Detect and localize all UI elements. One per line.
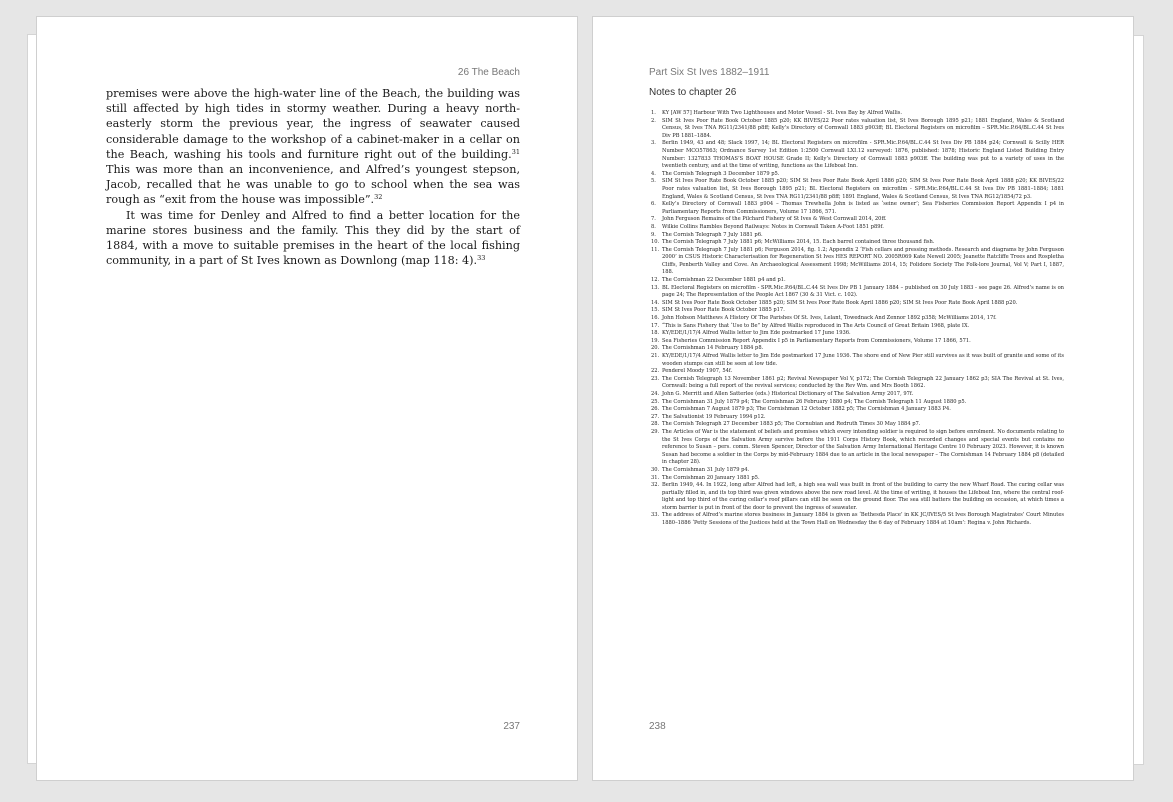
endnote-text: The Salvationist 19 February 1994 p12. [662,413,766,420]
endnote-item [651,338,1064,346]
endnote-item [651,330,1064,338]
endnote-item [651,512,1064,527]
endnote-text: SIM St Ives Poor Rate Book October 1885 p20; KK BIVES/22 Poor rates valuation list, St Ives Borough 1895 p21; 1881 England, Wales & Scotland Census, St Ives TNA RG11/2341/88 p8ff; Kelly’s Directory of Cornwall 1883 p903ff; BL Electoral Registers on microfilm – SPR.Mic.P.64/BL.C.44 St Ives Div PB 1881–1884. [662,117,1064,139]
endnote-number: 5. [651,178,656,185]
endnote-number: 25. [651,398,660,405]
right-page [593,17,1133,780]
endnote-item [651,475,1064,483]
body-text [106,86,520,268]
endnote-number: 1. [651,110,656,116]
paragraph-text: premises were above the high-water line of the Beach, the building was still affected by high tides in stormy weather. During a heavy north-easterly storm the previous year, the ingress of seawater caused considerable damage to the workshop of a cabinet-maker in a cellar on the Beach, washing his tools and furniture right out of the building. [106,87,520,161]
endnote-number: 24. [651,390,660,397]
page-number: 237 [503,721,520,732]
endnote-number: 19. [651,337,660,344]
endnote-text: KY [AW 57] Harbour With Two Lighthouses and Motor Vessel - St. Ives Bay by Alfred Wallis. [662,110,903,116]
endnote-text: The Cornish Telegraph 7 July 1881 p6; McWilliams 2014, 15. Each barrel contained three thousand fish. [662,239,935,246]
endnote-item [651,247,1064,277]
running-head: 26 The Beach [457,67,520,78]
endnote-text: The Cornish Telegraph 7 July 1881 p6. [662,231,763,238]
endnote-text: The Cornishman 22 December 1881 p4 and p1. [662,277,786,284]
endnote-number: 33. [651,512,660,519]
paragraph [106,208,520,269]
endnote-number: 6. [651,201,656,208]
endnote-number: 20. [651,345,660,352]
endnote-number: 28. [651,421,660,428]
endnote-text: The Cornish Telegraph 27 December 1883 p5; The Cornubian and Redruth Times 30 May 1884 p7. [662,421,921,428]
endnote-number: 12. [651,277,660,284]
endnote-text: The Cornish Telegraph 7 July 1881 p6; Ferguson 2014, fig. 1.2; Appendix 2 ‘Fish cellars and pressing methods. Research and diagrams by John Ferguson 2000’ in CSUS Historic Characterisation for Regeneration St Ives HES REPORT NO. 2005R069 Kate Newell 2005; Jeanette Ratcliffe Trees and Rospletha Cliffs, Penberth Valley and Cove. An Archaeological Assessment 1998; McWilliams 2014, 15; Folidore Society The Folk-lore Journal, Vol V; Part I, 1887, 188. [662,246,1064,276]
endnote-number: 29. [651,428,660,435]
endnote-item [651,391,1064,399]
endnote-number: 15. [651,307,660,314]
endnote-text: Kelly’s Directory of Cornwall 1883 p904 – Thomas Trewhella John is listed as ‘seine owner’; Sea Fisheries Commission Report Appendix I p4 in Parliamentary Reports from Commissioners, Volume 17 1866, 571. [662,201,1064,215]
endnotes-list [651,110,1064,528]
endnote-item [651,323,1064,331]
endnote-item [651,368,1064,376]
endnote-text: John Ferguson Remains of the Pilchard Fishery of St Ives & West Cornwall 2014, 20ff. [662,216,887,223]
endnote-number: 3. [651,140,656,147]
endnote-number: 23. [651,375,660,382]
endnote-text: The Articles of War is the statement of beliefs and promises which every intending soldier is required to sign before enrolment. No documents relating to the St Ives Corps of the Salvation Army survive before the 1911 Corps History Book, which recorded changes and special events but contains no reference to Susan – pers. comm. Steven Spencer, Director of the Salvation Army International Heritage Centre 10 February 2023. However, it is known Susan had become a soldier in the Corps by mid-February 1884 due to an article in the local newspaper – The Cornishman 14 February 1884 p8 (detailed in chapter 28). [662,428,1064,466]
endnote-item [651,353,1064,368]
endnote-item [651,201,1064,216]
endnote-item [651,376,1064,391]
endnote-item [651,406,1064,414]
endnote-item [651,110,1064,118]
endnote-item [651,118,1064,141]
endnote-number: 8. [651,223,656,230]
endnote-number: 9. [651,231,656,238]
endnote-text: The Cornishman 31 July 1879 p4. [662,466,750,473]
endnote-number: 22. [651,368,660,375]
endnote-item [651,315,1064,323]
endnote-text: Wilkie Collins Rambles Beyond Railways: Notes in Cornwall Taken A-Foot 1851 p89f. [662,223,884,230]
endnote-text: SIM St Ives Poor Rate Book October 1885 p17. [662,307,785,314]
endnote-item [651,239,1064,247]
endnote-item [651,285,1064,300]
endnote-number: 16. [651,315,660,322]
endnote-item [651,216,1064,224]
endnote-number: 7. [651,216,656,223]
endnote-text: BL Electoral Registers on microfilm - SPR.Mic.P.64/BL.C.44 St Ives Div PB 1 January 1884 – published on 30 July 1883 - see page 26. Alfred’s name is on page 24; The Representation of the People Act 1867 (30 & 31 Vict. c. 102). [662,284,1064,299]
notes-heading: Notes to chapter 26 [649,87,737,98]
endnote-text: “This is Sans Fishery that ‘Use to Be” by Alfred Wallis reproduced in The Arts Council of Great Britain 1968, plate IX. [662,322,970,329]
endnote-item [651,467,1064,475]
endnote-text: KY/EDE/1/17/4 Alfred Wallis letter to Jim Ede postmarked 17 June 1936. [662,330,851,337]
endnote-item [651,429,1064,467]
endnote-number: 17. [651,322,660,329]
endnote-item [651,345,1064,353]
endnote-text: Berlin 1949, 44. In 1922, long after Alfred had left, a high sea wall was built in front of the building to carry the new Wharf Road. The curing cellar was partially filled in, and its top third was given windows above the new road level. At the time of writing, it houses the Lifeboat Inn, where the central roof-light and top third of the curing cellar’s roof pillars can still be seen on the ground floor. The sea still batters the building on occasion, at which times a storm barrier is put in front of the door to prevent the ingress of seawater. [662,482,1064,511]
endnote-text: The address of Alfred’s marine stores business in January 1884 is given as ‘Bethesda Place’ in KK JC/IVES/5 St Ives Borough Magistrates’ Court Minutes 1880–1886 ‘Petty Sessions of the Justices held at the Town Hall on Wednesday the 6 day of February 1884 at 10am’: Regina v. John Richards. [662,512,1064,527]
endnote-number: 30. [651,466,660,473]
running-head: Part Six St Ives 1882–1911 [649,67,770,78]
endnote-number: 4. [651,170,656,177]
page-number: 238 [649,721,666,732]
endnote-item [651,414,1064,422]
endnote-number: 13. [651,284,660,291]
endnote-text: SIM St Ives Poor Rate Book October 1885 p20; SIM St Ives Poor Rate Book April 1886 p20; SIM St Ives Poor Rate Book April 1888 p20; KK BIVES/22 Poor rates valuation list, St Ives Borough 1895 p21; BL Electoral Registers on microfilm - SPR.Mic.P.64/BL.C.44 St Ives Div PB 1881–1884; 1881 England, Wales & Scotland Census, St Ives TNA RG11/2341/88 p8ff; 1891 England, Wales & Scotland Census, St Ives TNA RG12/1854/72 p3. [662,178,1064,200]
endnote-number: 32. [651,482,660,489]
endnote-item [651,307,1064,315]
endnote-number: 10. [651,239,660,246]
endnote-item [651,232,1064,240]
endnote-text: Penderel Moody 1907, 54f. [662,368,733,375]
endnote-text: The Cornishman 7 August 1879 p3; The Cornishman 12 October 1882 p5; The Cornishman 4 January 1883 P4. [662,406,951,413]
footnote-ref[interactable]: 32 [374,193,383,202]
endnote-text: John Hobson Matthews A History Of The Parishes Of St. Ives, Lelant, Towednack And Zennor 1892 p358; McWilliams 2014, 17f. [662,315,997,322]
endnote-item [651,300,1064,308]
footnote-ref[interactable]: 31 [511,147,520,156]
endnote-item [651,482,1064,512]
endnote-number: 27. [651,413,660,420]
endnote-item [651,421,1064,429]
endnote-item [651,171,1064,179]
footnote-ref[interactable]: 33 [477,254,486,263]
endnote-number: 11. [651,246,660,253]
endnote-item [651,140,1064,170]
endnote-text: The Cornishman 20 January 1881 p5. [662,474,760,481]
paragraph [106,86,520,208]
endnote-text: The Cornishman 31 July 1879 p4; The Cornishman 26 February 1880 p4; The Cornish Telegraph 11 August 1880 p5. [662,398,967,405]
endnote-text: John G. Merritt and Allen Satterlee (eds.) Historical Dictionary of The Salvation Army 2017, 97f. [662,390,914,397]
endnote-number: 14. [651,299,660,306]
endnote-text: KY/EDE/1/17/4 Alfred Wallis letter to Jim Ede postmarked 17 June 1936. The shore end of New Pier still survives as it was built of granite and some of its wooden stumps can still be seen at low tide. [662,353,1064,367]
endnote-item [651,224,1064,232]
endnote-number: 31. [651,474,660,481]
endnote-number: 26. [651,406,660,413]
endnote-text: The Cornishman 14 February 1884 p8. [662,345,764,352]
endnote-number: 21. [651,353,660,359]
endnote-text: Berlin 1949, 43 and 48; Slack 1997, 14; BL Electoral Registers on microfilm - SPR.Mic.P.64/BL.C.44 St Ives Div PB 1884 p24; Cornwall & Scilly HER Number MCO57863; Ordnance Survey 1st Edition 1:2500 Cornwall LXI.12 surveyed: 1876, published: 1878; Historic England Listed Building Entry Number: 1327833 THOMAS’S BOAT HOUSE Grade II; Kelly’s Directory of Cornwall 1883 p903ff. The building was put to a variety of uses in the twentieth century, and at the time of writing, functions as the Lifeboat Inn. [662,140,1064,170]
endnote-item [651,178,1064,201]
left-page [37,17,577,780]
paragraph-text: This was more than an inconvenience, and Alfred’s youngest stepson, Jacob, recalled that he was unable to go to school when the sea was rough as “exit from the house was impossible”. [106,163,520,207]
endnote-text: Sea Fisheries Commission Report Appendix I p5 in Parliamentary Reports from Commissioners, Volume 17 1866, 571. [662,337,971,344]
paragraph-text: It was time for Denley and Alfred to find a better location for the marine stores business and the family. This they did by the start of 1884, with a move to suitable premises in the heart of the local fishing community, in a part of St Ives known as Downlong (map 118: 4). [106,208,520,268]
endnote-number: 18. [651,330,660,337]
endnote-text: The Cornish Telegraph 13 November 1861 p2; Revival Newspaper Vol V, p172; The Cornish Telegraph 22 January 1862 p3; SIA The Revival at St. Ives, Cornwall: being a full report of the revival services; conducted by the Rev Wm. and Mrs Booth 1862. [662,375,1064,390]
endnote-number: 2. [651,117,656,124]
endnote-text: The Cornish Telegraph 3 December 1879 p5. [662,170,780,177]
endnote-item [651,399,1064,407]
endnote-item [651,277,1064,285]
endnote-text: SIM St Ives Poor Rate Book October 1885 p20; SIM St Ives Poor Rate Book April 1886 p20; SIM St Ives Poor Rate Book April 1888 p20. [662,299,1018,306]
